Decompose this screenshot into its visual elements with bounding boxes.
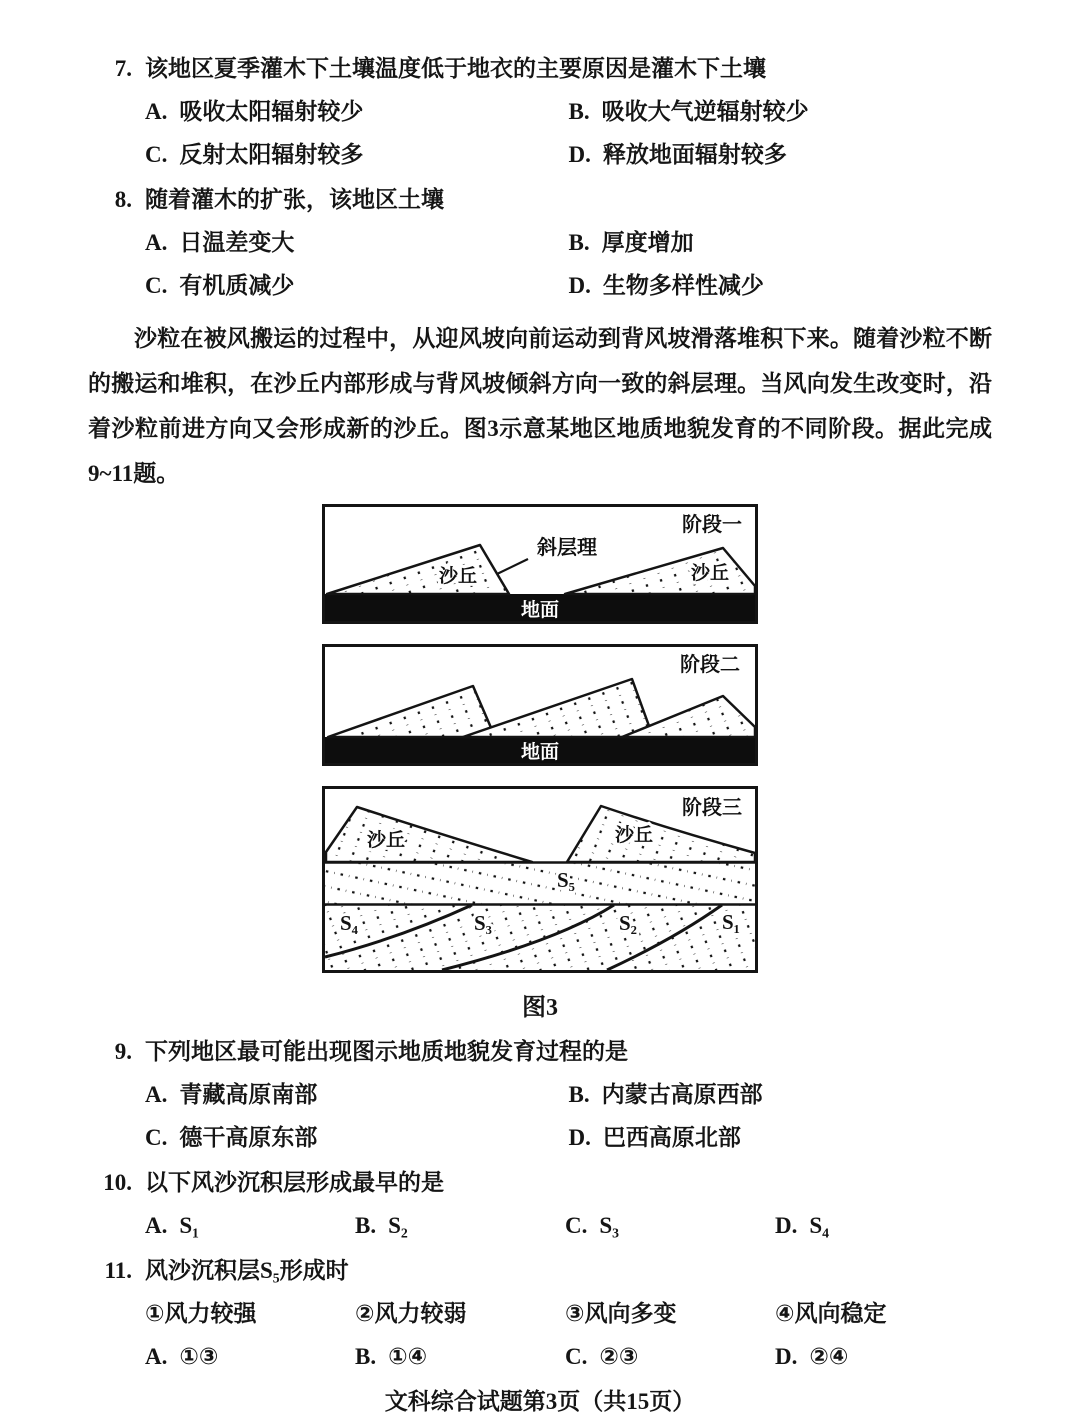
question-number: 9. — [114, 1039, 132, 1064]
option-c: C. 反射太阳辐射较多 — [145, 142, 364, 167]
question-stem: 该地区夏季灌木下土壤温度低于地衣的主要原因是灌木下土壤 — [145, 56, 766, 81]
stage-title: 阶段二 — [680, 654, 740, 676]
option-d: D. 生物多样性减少 — [568, 273, 764, 298]
question-number: 11. — [104, 1258, 132, 1283]
ground-label: 地面 — [520, 600, 560, 621]
question-9 — [88, 1037, 992, 1153]
question-stem: 下列地区最可能出现图示地质地貌发育过程的是 — [145, 1039, 628, 1064]
figure-3 — [322, 504, 758, 973]
figure-stage-3 — [322, 786, 758, 973]
stage-title: 阶段三 — [682, 797, 742, 819]
layer-label-s5: S₅ — [557, 868, 575, 892]
figure-stage-2 — [322, 644, 758, 766]
question-number: 7. — [114, 56, 132, 81]
question-stem: 随着灌木的扩张，该地区土壤 — [145, 187, 444, 212]
option-b: B. 厚度增加 — [568, 230, 694, 255]
option-d: D. ②④ — [775, 1344, 849, 1369]
page-footer: 文科综合试题第3页（共15页） — [384, 1389, 696, 1414]
question-stem: 风沙沉积层S₅形成时 — [145, 1258, 349, 1283]
question-8 — [88, 185, 992, 301]
option-c: C. 德干高原东部 — [145, 1125, 318, 1150]
option-a: A. 日温差变大 — [145, 230, 295, 255]
statement-3: ③风向多变 — [565, 1301, 677, 1326]
dune-label-right: 沙丘 — [690, 563, 730, 584]
layer-label-s4: S₄ — [340, 911, 358, 935]
option-d: D. S₄ — [775, 1213, 830, 1238]
layer-label-s1: S₁ — [722, 910, 740, 934]
option-a: A. ①③ — [145, 1344, 219, 1369]
passage-paragraph: 沙粒在被风搬运的过程中，从迎风坡向前运动到背风坡滑落堆积下来。随着沙粒不断的搬运和堆积，在沙丘内部形成与背风坡倾斜方向一致的斜层理。当风向发生改变时，沿着沙粒前进方向又会形成新的沙丘。图3示意某地区地质地貌发育的不同阶段。据此完成9~11题。 — [88, 326, 992, 486]
statement-4: ④风向稳定 — [775, 1301, 887, 1326]
cross-bedding-label: 斜层理 — [537, 537, 597, 559]
statement-1: ①风力较强 — [145, 1301, 257, 1326]
layer-label-s2: S₂ — [619, 911, 637, 935]
option-d: D. 释放地面辐射较多 — [568, 142, 787, 167]
dune-label-right: 沙丘 — [614, 825, 654, 846]
ground-label: 地面 — [520, 742, 560, 763]
option-b: B. ①④ — [355, 1344, 428, 1369]
option-b: B. 吸收大气逆辐射较少 — [568, 99, 809, 124]
dune-label-left: 沙丘 — [366, 830, 406, 851]
statement-2: ②风力较弱 — [355, 1301, 467, 1326]
layer-s5-band — [325, 863, 755, 904]
option-c: C. S₃ — [565, 1213, 620, 1238]
option-b: B. 内蒙古高原西部 — [568, 1082, 763, 1107]
option-a: A. 青藏高原南部 — [145, 1082, 318, 1107]
layer-label-s3: S₃ — [474, 911, 492, 935]
question-number: 10. — [103, 1170, 132, 1195]
question-number: 8. — [114, 187, 132, 212]
dune-label-left: 沙丘 — [438, 566, 478, 587]
question-11 — [88, 1256, 992, 1372]
question-7 — [88, 54, 992, 170]
option-b: B. S₂ — [355, 1213, 408, 1238]
question-stem: 以下风沙沉积层形成最早的是 — [145, 1170, 444, 1195]
option-d: D. 巴西高原北部 — [568, 1125, 741, 1150]
figure-caption: 图3 — [522, 995, 558, 1021]
stage-title: 阶段一 — [682, 514, 742, 536]
figure-stage-1 — [322, 504, 758, 624]
option-c: C. 有机质减少 — [145, 273, 295, 298]
option-a: A. 吸收太阳辐射较少 — [145, 99, 364, 124]
question-10 — [88, 1168, 992, 1241]
option-c: C. ②③ — [565, 1344, 639, 1369]
option-a: A. S₁ — [145, 1213, 200, 1238]
